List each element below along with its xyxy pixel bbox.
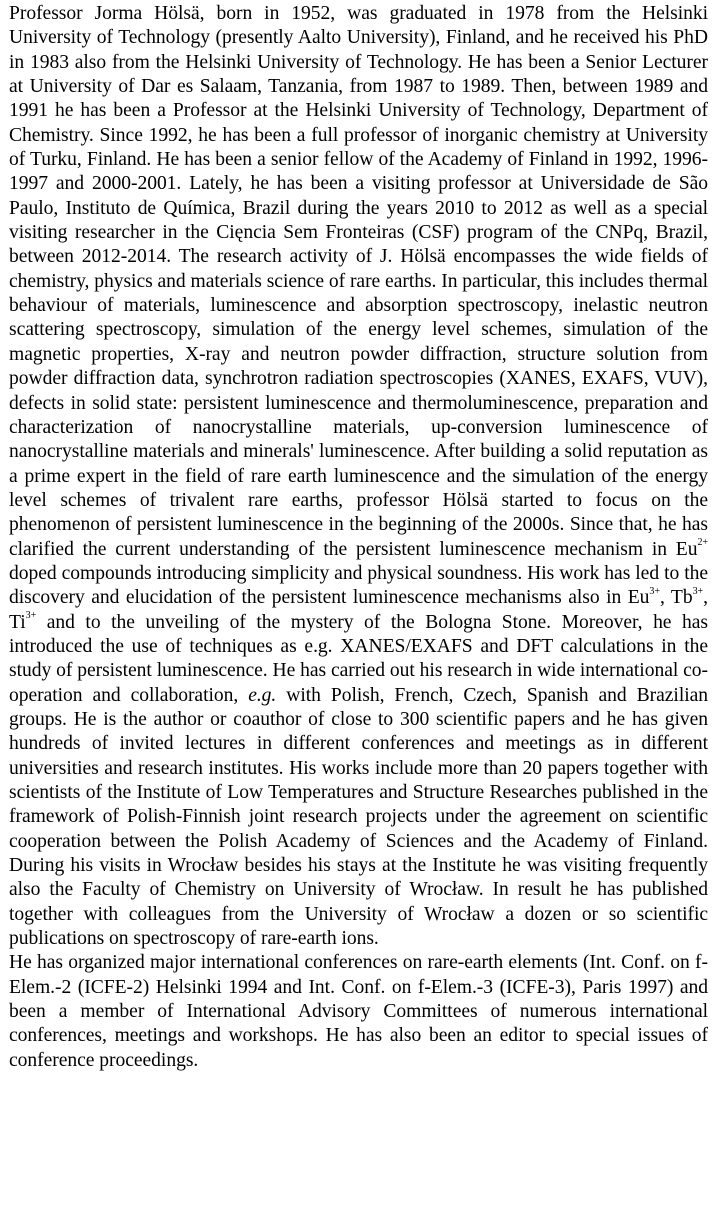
biography-text: with Polish, French, Czech, Spanish and Brazilian groups. He is the author or coauthor of close to 300 scientific papers and he has given hundreds of invited lectures in different conferences and meetings as in different universities and research institutes. His works include more than 20 papers together with scientists of the Institute of Low Temperatures and Structure Researches published in the framework of Polish-Finnish joint research projects under the agreement on scientific cooperation between the Polish Academy of Sciences and the Academy of Finland. During his visits in Wrocław besides his stays at the Institute he was visiting frequently also the Faculty of Chemistry on University of Wrocław. In result he has published together with colleagues from the University of Wrocław a dozen or so scientific publications on spectroscopy of rare-earth ions. — [9, 684, 708, 950]
italic-abbreviation: e.g. — [248, 684, 277, 706]
conferences-text: He has organized major international conferences on rare-earth elements (Int. Conf. on f-Elem.-2 (ICFE-2) Helsinki 1994 and Int. Conf. on f-Elem.-3 (ICFE-3), Paris 1997) and been a member of International Advisory Committees of numerous international conferences, meetings and workshops. He has also been an editor to special issues of conference proceedings. — [9, 952, 708, 1071]
biography-text: and to the unveiling of the mystery of the Bologna Stone. Moreover, he has introduced the use of techniques as e.g. XANES/EXAFS and DFT calculations in the study of persistent luminescence. He has carried out his research in wide international co-operation and collaboration, — [9, 611, 708, 706]
superscript-charge: 3+ — [692, 585, 704, 597]
conferences-paragraph — [9, 951, 708, 1073]
superscript-charge: 3+ — [25, 610, 37, 622]
superscript-charge: 2+ — [697, 537, 708, 549]
biography-paragraph — [9, 2, 708, 951]
superscript-charge: 3+ — [649, 585, 660, 597]
biography-text: Professor Jorma Hölsä, born in 1952, was graduated in 1978 from the Helsinki University of Technology (presently Aalto University), Finland, and he received his PhD in 1983 also from the Helsinki University of Technology. He has been a Senior Lecturer at University of Dar es Salaam, Tanzania, from 1987 to 1989. Then, between 1989 and 1991 he has been a Professor at the Helsinki University of Technology, Department of Chemistry. Since 1992, he has been a full professor of inorganic chemistry at University of Turku, Finland. He has been a senior fellow of the Academy of Finland in 1992, 1996-1997 and 2000-2001. Lately, he has been a visiting professor at Universidade de São Paulo, Instituto de Química, Brazil during the years 2010 to 2012 as well as a special visiting researcher in the Cięncia Sem Fronteiras (CSF) program of the CNPq, Brazil, between 2012-2014. The research activity of J. Hölsä encompasses the wide fields of chemistry, physics and materials science of rare earths. In particular, this includes thermal behaviour of materials, luminescence and absorption spectroscopy, inelastic neutron scattering spectroscopy, simulation of the energy level schemes, simulation of the magnetic properties, X-ray and neutron powder diffraction, structure solution from powder diffraction data, synchrotron radiation spectroscopies (XANES, EXAFS, VUV), defects in solid state: persistent luminescence and thermoluminescence, preparation and characterization of nanocrystalline materials, up-conversion luminescence of nanocrystalline materials and minerals' luminescence. After building a solid reputation as a prime expert in the field of rare earth luminescence and the simulation of the energy level schemes of trivalent rare earths, professor Hölsä started to focus on the phenomenon of persistent luminescence in the beginning of the 2000s. Since that, he has clarified the current understanding of the persistent luminescence mechanism in Eu — [9, 3, 708, 560]
biography-text: , Ti — [9, 587, 708, 633]
biography-text: , Tb — [659, 587, 693, 609]
biography-text: doped compounds introducing simplicity and physical soundness. His work has led to the discovery and elucidation of the persistent luminescence mechanisms also in Eu — [9, 562, 708, 609]
